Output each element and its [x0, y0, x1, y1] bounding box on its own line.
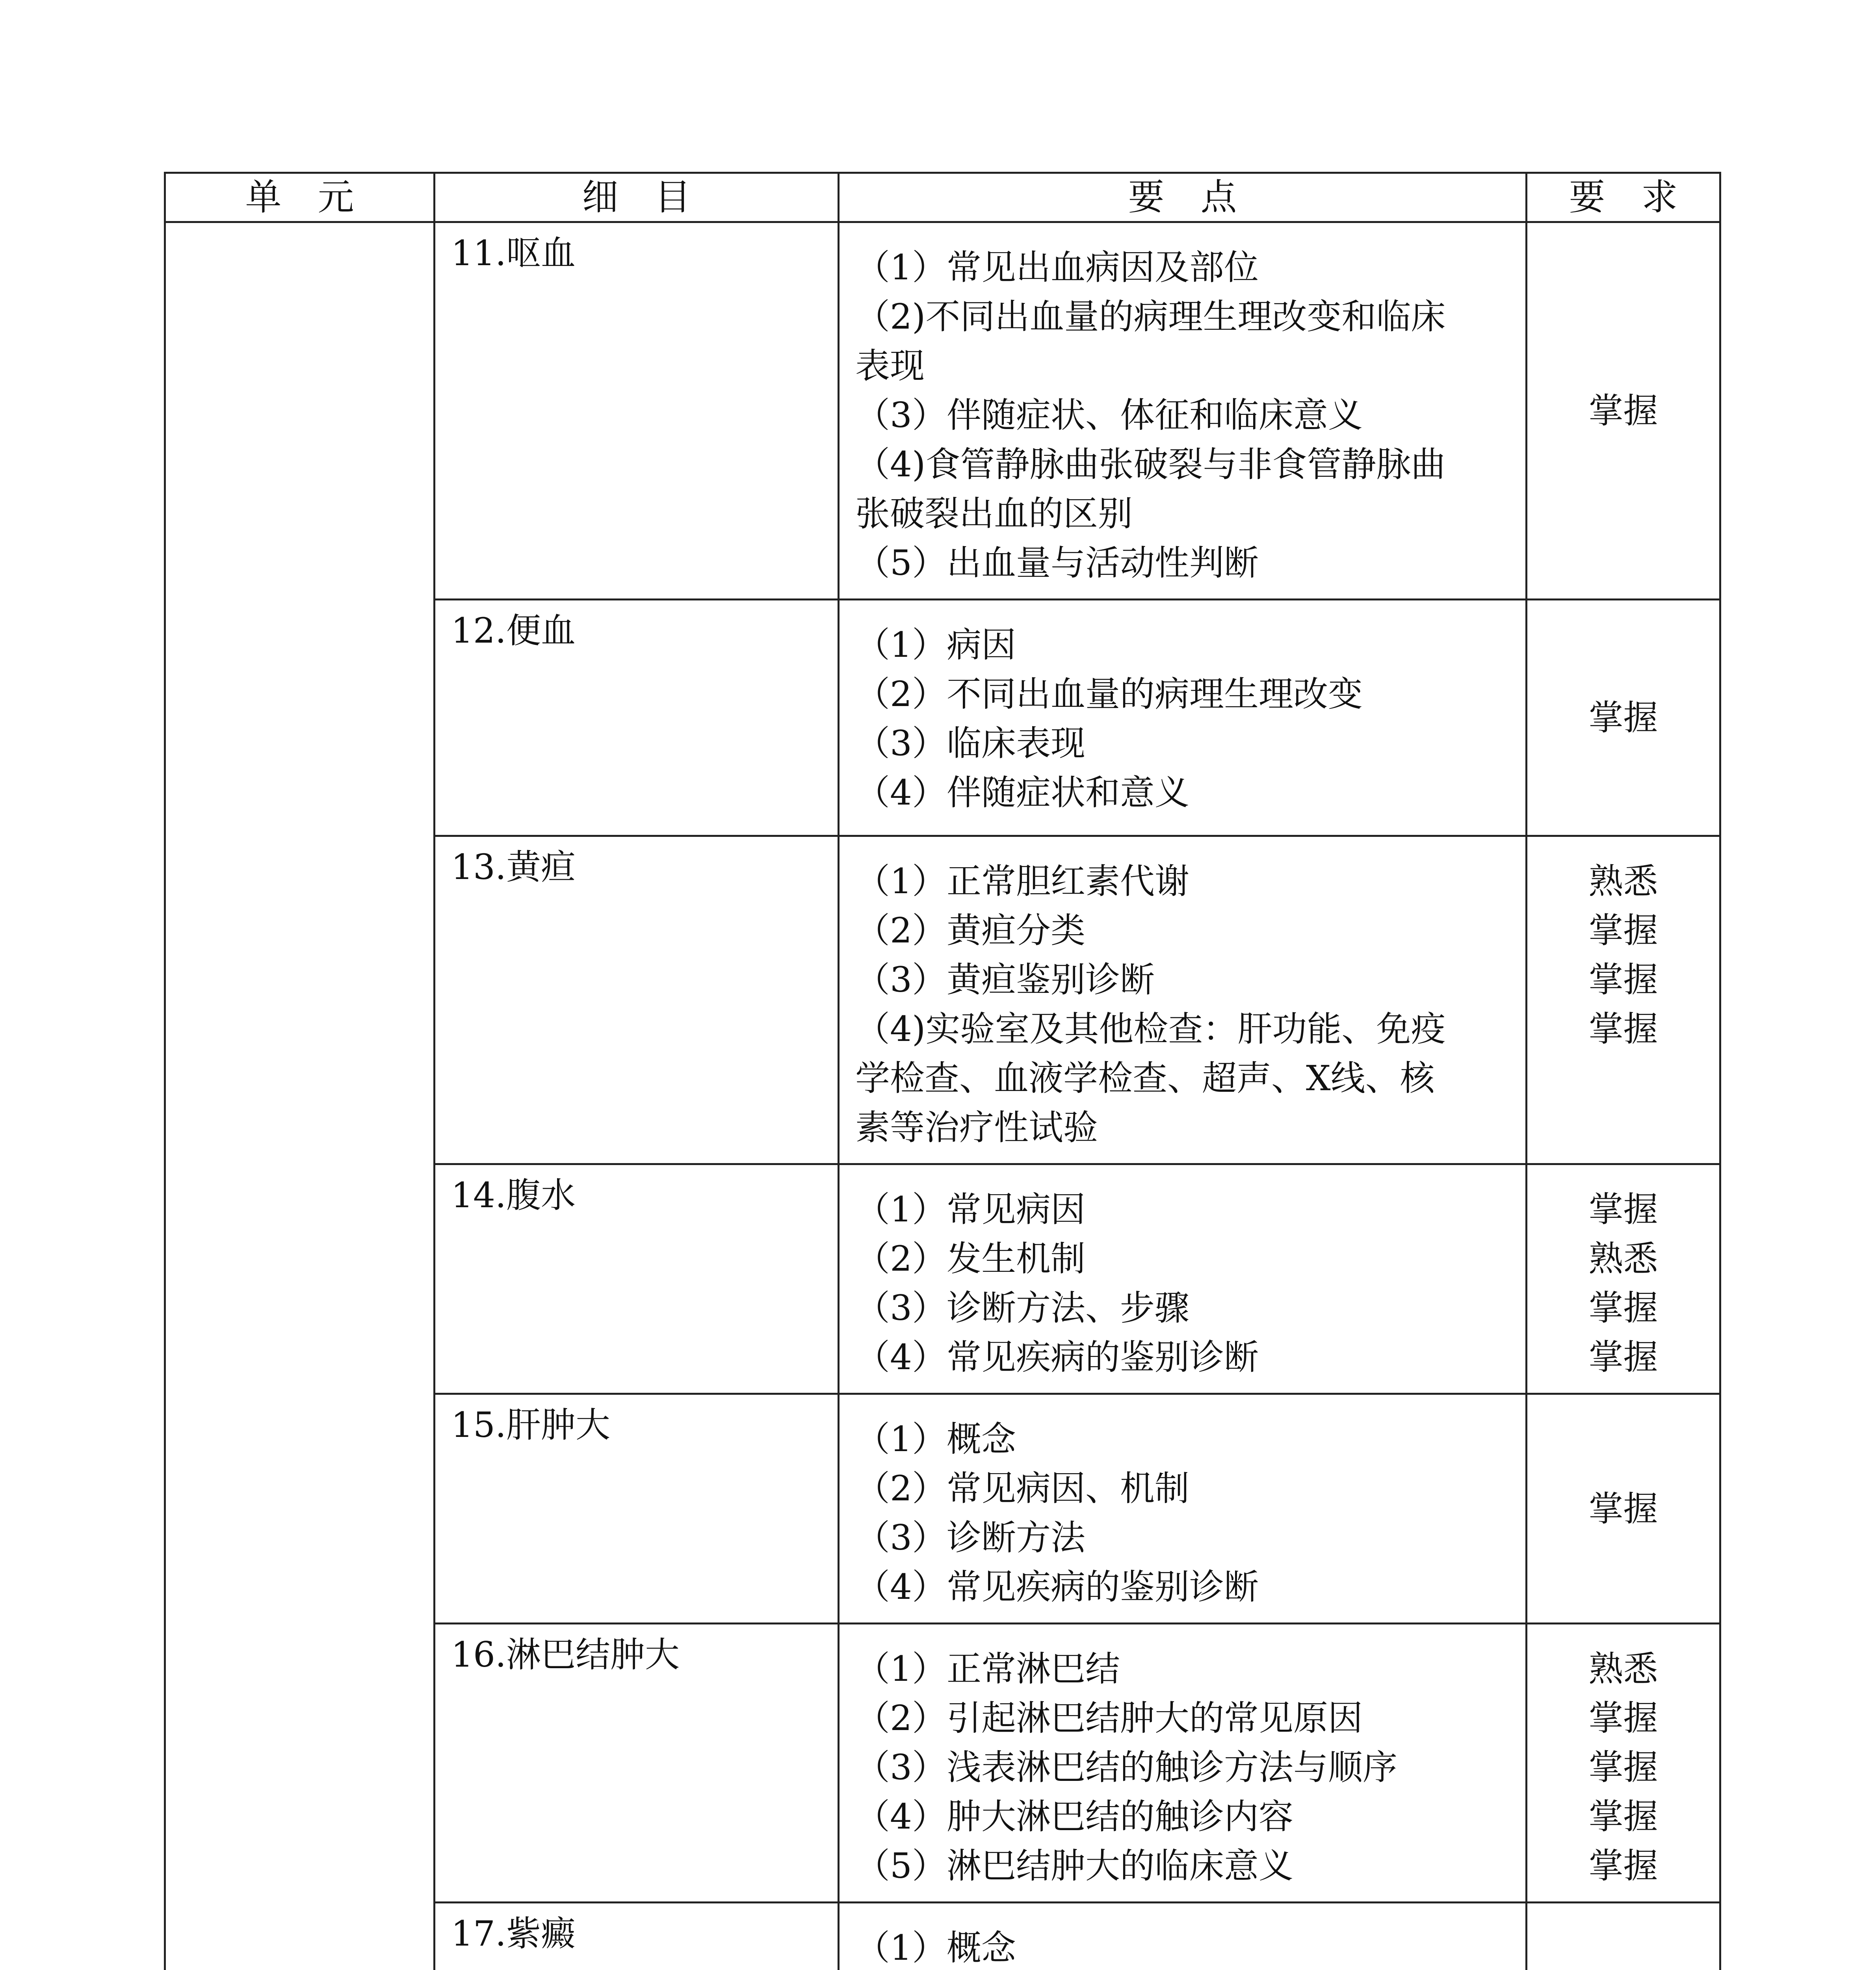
table-header-row	[165, 173, 1720, 222]
requirement-value: 掌握	[1588, 1488, 1658, 1529]
requirement-cell	[1527, 1164, 1720, 1394]
requirement-value: 掌握	[1588, 1189, 1658, 1230]
point-line: （2）常见病因、机制	[855, 1468, 1189, 1509]
point-line: 表现	[855, 346, 925, 386]
point-line: （3）诊断方法	[855, 1517, 1085, 1558]
point-line: （1）概念	[855, 1419, 1016, 1459]
requirement-value: 熟悉	[1588, 1238, 1658, 1279]
points-cell	[839, 222, 1527, 600]
header-unit: 单 元	[165, 173, 435, 222]
table-row	[165, 222, 1720, 600]
requirement-value: 掌握	[1588, 910, 1658, 951]
requirement-value: 掌握	[1588, 1009, 1658, 1049]
points-cell	[839, 1164, 1527, 1394]
table-body	[165, 222, 1720, 1970]
point-line: （4）肿大淋巴结的触诊内容	[855, 1796, 1293, 1837]
point-line: （2）发生机制	[855, 1238, 1085, 1279]
point-line: （4）伴随症状和意义	[855, 772, 1189, 813]
point-line: （5）淋巴结肿大的临床意义	[855, 1845, 1293, 1886]
header-points: 要 点	[839, 173, 1527, 222]
points-cell	[839, 1394, 1527, 1624]
header-item: 细 目	[435, 173, 839, 222]
point-line: （1）常见病因	[855, 1189, 1085, 1230]
point-line: （2)不同出血量的病理生理改变和临床	[855, 296, 1446, 337]
point-line: （4）常见疾病的鉴别诊断	[855, 1337, 1259, 1377]
point-line: （3）临床表现	[855, 723, 1085, 764]
requirement-cell	[1527, 1394, 1720, 1624]
point-line: （2）不同出血量的病理生理改变	[855, 674, 1363, 714]
point-line: （1）正常淋巴结	[855, 1648, 1120, 1689]
requirement-cell	[1527, 222, 1720, 600]
requirement-value: 熟悉	[1588, 1648, 1658, 1689]
points-cell	[839, 1903, 1527, 1970]
requirement-value: 掌握	[1588, 1845, 1658, 1886]
points-cell	[839, 600, 1527, 836]
requirement-value: 熟悉	[1588, 861, 1658, 901]
point-line: （1）正常胆红素代谢	[855, 861, 1189, 901]
item-cell: 13.黄疸	[435, 836, 839, 1164]
item-cell: 16.淋巴结肿大	[435, 1624, 839, 1903]
point-line: （2）黄疸分类	[855, 910, 1085, 951]
point-line: （1）常见出血病因及部位	[855, 247, 1259, 288]
item-cell: 12.便血	[435, 600, 839, 836]
point-line: （4)实验室及其他检查：肝功能、免疫	[855, 1009, 1446, 1049]
requirement-cell	[1527, 1903, 1720, 1970]
point-line: （4)食管静脉曲张破裂与非食管静脉曲	[855, 444, 1446, 485]
item-cell: 15.肝肿大	[435, 1394, 839, 1624]
header-requirement: 要 求	[1527, 173, 1720, 222]
point-line: （3）黄疸鉴别诊断	[855, 959, 1155, 1000]
point-line: 学检查、血液学检查、超声、X线、核	[855, 1058, 1435, 1098]
syllabus-table	[164, 172, 1721, 1970]
point-line: （4）常见疾病的鉴别诊断	[855, 1567, 1259, 1607]
point-line: （3）伴随症状、体征和临床意义	[855, 395, 1363, 435]
item-cell: 17.紫癜	[435, 1903, 839, 1970]
requirement-value: 掌握	[1588, 1288, 1658, 1328]
point-line: 张破裂出血的区别	[855, 493, 1133, 534]
requirement-value: 掌握	[1588, 959, 1658, 1000]
point-line: （1）概念	[855, 1927, 1016, 1968]
requirement-value: 掌握	[1588, 1796, 1658, 1837]
requirement-value: 掌握	[1588, 1337, 1658, 1377]
requirement-value: 掌握	[1588, 1747, 1658, 1788]
item-cell: 14.腹水	[435, 1164, 839, 1394]
requirement-value: 掌握	[1588, 1698, 1658, 1738]
requirement-value: 掌握	[1588, 390, 1658, 431]
unit-cell	[165, 222, 435, 1970]
point-line: （2）引起淋巴结肿大的常见原因	[855, 1698, 1363, 1738]
requirement-cell	[1527, 1624, 1720, 1903]
requirement-cell	[1527, 836, 1720, 1164]
points-cell	[839, 836, 1527, 1164]
points-cell	[839, 1624, 1527, 1903]
point-line: 素等治疗性试验	[855, 1107, 1098, 1148]
requirement-value: 掌握	[1588, 697, 1658, 738]
point-line: （3）浅表淋巴结的触诊方法与顺序	[855, 1747, 1397, 1788]
point-line: （3）诊断方法、步骤	[855, 1288, 1189, 1328]
requirement-cell	[1527, 600, 1720, 836]
item-cell: 11.呕血	[435, 222, 839, 600]
point-line: （1）病因	[855, 624, 1016, 665]
point-line: （5）出血量与活动性判断	[855, 543, 1259, 583]
